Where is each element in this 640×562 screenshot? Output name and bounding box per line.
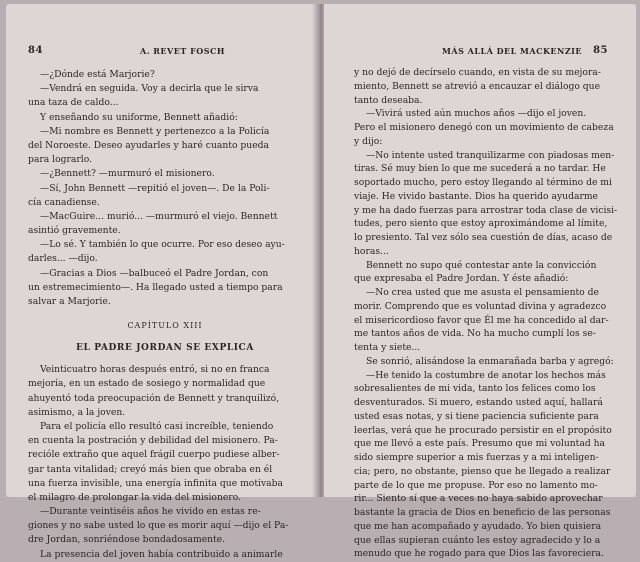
text-line: rir... Siento sí que a veces no haya sabido aprovechar — [354, 493, 603, 505]
running-head: MÁS ALLÁ DEL MACKENZIE — [442, 46, 582, 56]
text-line: miento, Bennett se atrevió a encauzar el diálogo que — [354, 80, 601, 92]
text-line: sobresalientes de mi vida, tanto los felices como los — [354, 383, 596, 395]
text-line: tiras. Sé muy bien lo que me sucederá a no tardar. He — [354, 163, 606, 175]
text-line: —Durante veintiséis años he vivido en estas re- — [40, 506, 261, 518]
text-line: para lograrlo. — [28, 154, 92, 166]
text-line: que me han acompañado y ayudado. Yo bien quisiera — [354, 520, 602, 532]
text-line: —Sí, John Bennett —repitió el joven—. De la Poli- — [40, 182, 270, 194]
text-line: Bennett no supo qué contestar ante la convicción — [366, 259, 597, 271]
text-line: gar tanta vitalidad; creyó más bien que obraba en él — [28, 463, 273, 475]
text-line: cía canadiense. — [28, 196, 100, 208]
text-line: —No intente usted tranquilizarme con piadosas men- — [366, 149, 615, 161]
text-line: —No crea usted que me asusta el pensamiento de — [366, 287, 599, 298]
text-line: desventurados. Si muero, estando usted aquí, hallará — [354, 397, 603, 408]
text-line: —Mi nombre es Bennett y pertenezco a la Policía — [40, 125, 270, 137]
text-line: del Noroeste. Deseo ayudarles y haré cuanto pueda — [28, 139, 269, 151]
text-line: giones y no sabe usted lo que es morir aquí —dijo el Pa- — [28, 520, 289, 532]
text-line: darles... —dijo. — [28, 253, 98, 265]
text-line: leerlas, verá que he procurado persistir en el propósito — [354, 424, 612, 436]
text-line: horas... — [354, 245, 389, 257]
text-line: y dijo: — [354, 135, 383, 147]
text-line: parte de lo que me propuse. Por eso no lamento mo- — [354, 479, 598, 491]
text-line: salvar a Marjorie. — [28, 296, 111, 307]
text-line: el misericordioso favor que Él me ha concedido al dar- — [354, 314, 609, 326]
text-line: lo presiento. Tal vez sólo sea cuestión de días, acaso de — [354, 232, 613, 243]
text-line: que me llevó a este país. Presumo que mi voluntad ha — [354, 438, 606, 450]
text-line: recióle extraño que aquel frágil cuerpo pudiese alber- — [28, 449, 280, 461]
left-page-header — [28, 46, 302, 60]
text-line: y no dejó de decírselo cuando, en vista de su mejora- — [354, 67, 601, 78]
dialogue-block — [28, 68, 302, 309]
chapter-label: CAPÍTULO XIII — [127, 321, 203, 331]
text-line: Para el policía ello resultó casi increíble, teniendo — [40, 420, 274, 432]
text-line: soportado mucho, pero estoy llegando al término de mi — [354, 177, 612, 188]
open-book — [6, 4, 636, 560]
text-line: asintió gravemente. — [28, 225, 121, 237]
text-line: —¿Bennett? —murmuró el misionero. — [40, 168, 215, 180]
text-line: —MacGuire... murió... —murmuró el viejo. Bennett — [40, 210, 278, 222]
text-line: —Lo sé. Y también lo que ocurre. Por eso deseo ayu- — [40, 239, 285, 251]
text-line: una fuerza invisible, una energía infinita que motivaba — [28, 477, 283, 489]
right-page-header — [346, 46, 620, 60]
text-line: un estremecimiento—. Ha llegado usted a tiempo para — [28, 281, 283, 293]
text-line: que expresaba el Padre Jordan. Y éste añadió: — [354, 273, 569, 285]
left-page-text — [28, 68, 302, 562]
text-line: que ellas supieran cuánto les estoy agradecido y lo a — [354, 534, 601, 546]
running-head: A. REVET FOSCH — [140, 46, 225, 56]
text-line: asimismo, a la joven. — [28, 406, 126, 418]
text-line: tenta y siete... — [354, 342, 421, 353]
right-page — [324, 4, 636, 560]
text-line: —Vendrá en seguida. Voy a decirla que le sirva — [40, 83, 259, 95]
chapter-title: EL PADRE JORDAN SE EXPLICA — [76, 343, 254, 354]
left-page — [6, 4, 318, 560]
text-line: tanto deseaba. — [354, 94, 423, 106]
text-line: Pero el misionero denegó con un movimiento de cabeza — [354, 122, 614, 133]
text-line: sido siempre superior a mis fuerzas y a mi inteligen- — [354, 452, 599, 463]
text-line: Y enseñando su uniforme, Bennett añadió: — [40, 111, 238, 123]
chapter-body — [28, 363, 302, 562]
text-line: La presencia del joven había contribuido a animarle — [40, 548, 283, 560]
text-line: cia; pero, no obstante, pienso que he llegado a realizar — [354, 465, 611, 477]
right-page-text — [354, 66, 620, 561]
text-line: Veinticuatro horas después entró, si no en franca — [40, 364, 270, 376]
text-line: usted esas notas, y si tiene paciencia suficiente para — [354, 410, 599, 422]
page-number: 85 — [593, 45, 608, 56]
page-number: 84 — [28, 45, 43, 56]
text-line: viaje. He vivido bastante. Dios ha querido ayudarme — [354, 190, 598, 202]
text-line: —Gracias a Dios —balbuceó el Padre Jordan, con — [40, 267, 269, 279]
text-line: el milagro de prolongar la vida del misionero. — [28, 491, 241, 503]
text-line: tudes, pero siento que estoy aproximándome al límite, — [354, 218, 608, 230]
text-line: ahuyentó toda preocupación de Bennett y tranquilizó, — [28, 392, 280, 404]
text-line: Se sonrió, alisándose la enmarañada barba y agregó: — [366, 355, 614, 367]
text-line: en cuenta la postración y debilidad del misionero. Pa- — [28, 435, 278, 447]
text-line: una taza de caldo... — [28, 97, 119, 109]
text-line: mejoría, en un estado de sosiego y normalidad que — [28, 378, 266, 390]
text-line: menudo que he rogado para que Dios las favoreciera. — [354, 548, 604, 560]
text-line: —Vivirá usted aún muchos años —dijo el joven. — [366, 108, 587, 120]
text-line: morir. Comprendo que es voluntad divina y agradezco — [354, 300, 607, 312]
text-line: —He tenido la costumbre de anotar los hechos más — [366, 369, 606, 381]
text-line: —¿Dónde está Marjorie? — [40, 69, 155, 80]
text-line: y me ha dado fuerzas para arrostrar toda clase de vicisi- — [354, 204, 618, 216]
text-line: me tantos años de vida. No ha mucho cumplí los se- — [354, 328, 596, 340]
text-line: bastante la gracia de Dios en beneficio de las personas — [354, 507, 611, 518]
text-line: dre Jordan, sonriéndose bondadosamente. — [28, 534, 226, 546]
